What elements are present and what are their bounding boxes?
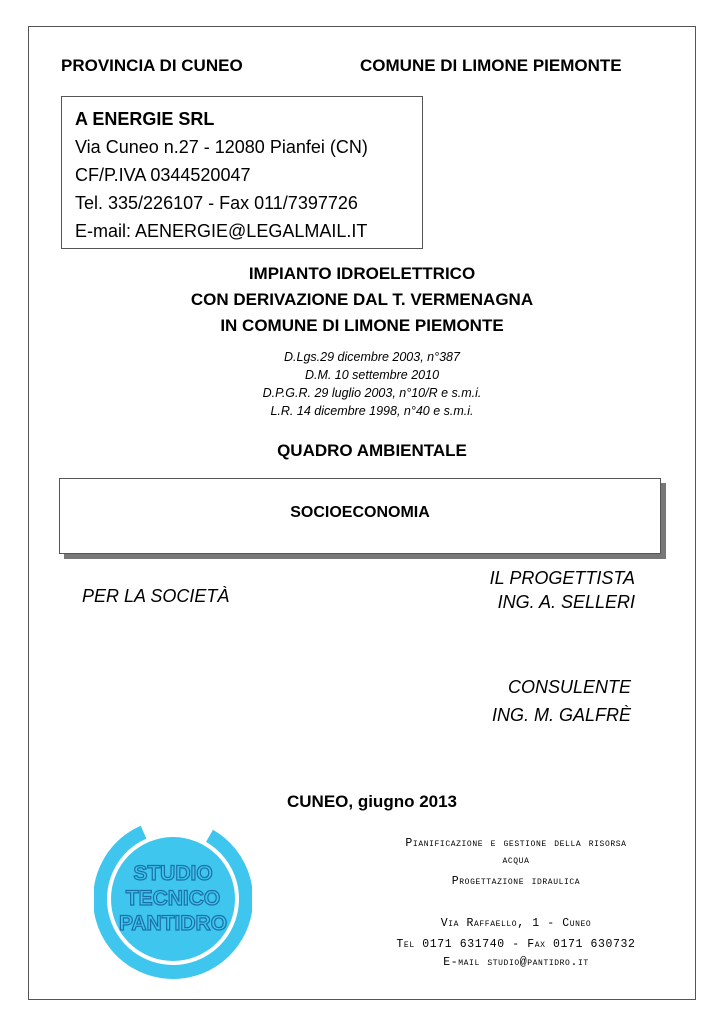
studio-service-2: Progettazione idraulica [451, 875, 581, 888]
document-date: CUNEO, giugno 2013 [286, 792, 458, 811]
company-phone: Tel. 335/226107 - Fax 011/7397726 [75, 193, 358, 213]
logo-text-line1: STUDIO [133, 862, 213, 885]
pantidro-logo [94, 812, 252, 982]
designer-title: IL PROGETTISTA [489, 568, 635, 588]
studio-email: E-mail studio@pantidro.it [443, 956, 589, 969]
designer-name: ING. A. SELLERI [497, 592, 635, 612]
project-title-line1: IMPIANTO IDROELETTRICO [248, 264, 476, 283]
studio-service-1: Pianificazione e gestione della risorsa [405, 837, 627, 850]
subsection-box [59, 478, 661, 554]
company-vat: CF/P.IVA 0344520047 [75, 165, 251, 185]
law-reference: D.Lgs.29 dicembre 2003, n°387 [284, 350, 460, 364]
company-box [61, 96, 423, 249]
law-reference: D.M. 10 settembre 2010 [304, 368, 440, 382]
company-signature-label: PER LA SOCIETÀ [82, 586, 230, 606]
law-reference: D.P.G.R. 29 luglio 2003, n°10/R e s.m.i. [262, 386, 482, 400]
consultant-title: CONSULENTE [507, 677, 631, 697]
law-reference: L.R. 14 dicembre 1998, n°40 e s.m.i. [270, 404, 474, 418]
consultant-name: ING. M. GALFRÈ [491, 705, 631, 725]
logo-text-line3: PANTIDRO [118, 912, 228, 935]
project-title-line3: IN COMUNE DI LIMONE PIEMONTE [220, 316, 504, 335]
company-address: Via Cuneo n.27 - 12080 Pianfei (CN) [75, 137, 368, 157]
company-email: E-mail: AENERGIE@LEGALMAIL.IT [75, 221, 368, 241]
studio-service-1-cont: acqua [502, 854, 530, 867]
section-title: QUADRO AMBIENTALE [277, 441, 467, 460]
project-title-line2: CON DERIVAZIONE DAL T. VERMENAGNA [190, 290, 534, 309]
studio-phone: Tel 0171 631740 - Fax 0171 630732 [396, 938, 636, 951]
comune-heading: COMUNE DI LIMONE PIEMONTE [360, 56, 622, 75]
company-name: A ENERGIE SRL [75, 109, 215, 129]
subsection-title: SOCIOECONOMIA [290, 504, 430, 521]
province-heading: PROVINCIA DI CUNEO [61, 56, 243, 75]
logo-text-line2: TECNICO [125, 887, 221, 910]
studio-address: Via Raffaello, 1 - Cuneo [440, 917, 592, 930]
